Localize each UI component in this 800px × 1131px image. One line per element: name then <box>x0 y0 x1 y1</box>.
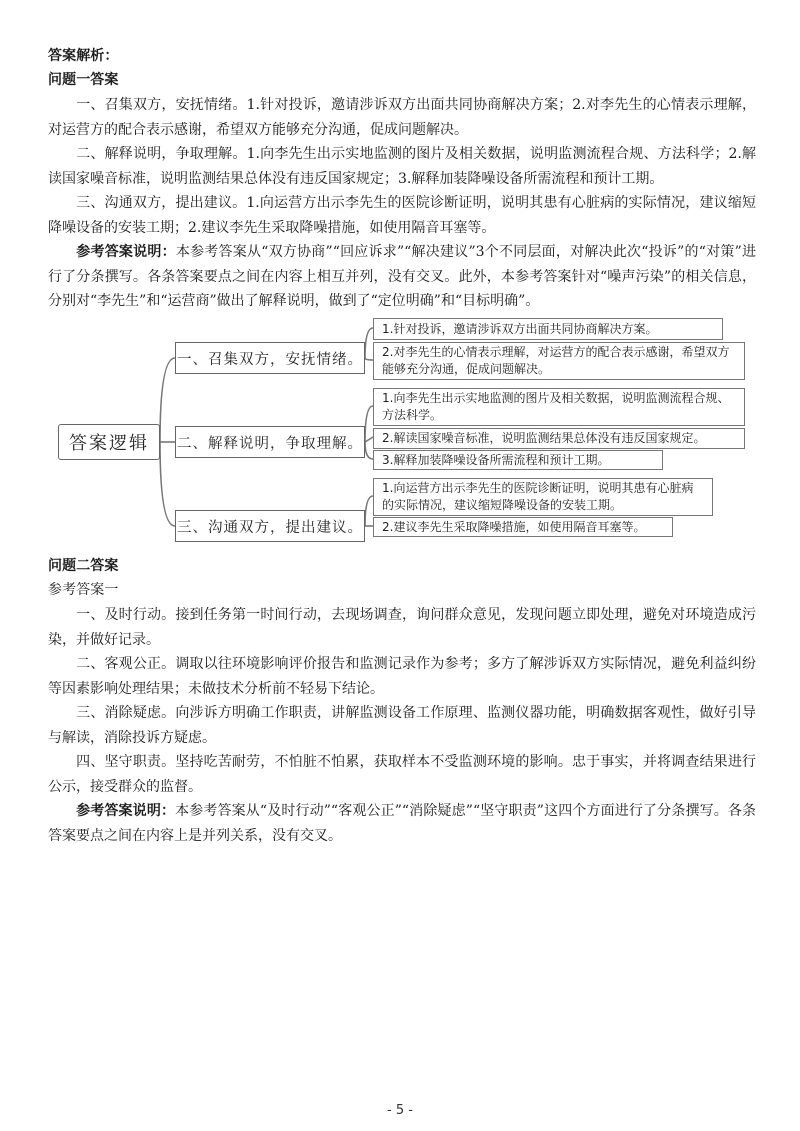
mindmap-leaf-2-3: 3.解释加装降噪设备所需流程和预计工期。 <box>373 450 663 470</box>
q2-subheading: 参考答案一 <box>48 582 119 598</box>
connector-branch-1-leaf-1 <box>365 328 373 358</box>
mindmap-connectors <box>0 0 800 560</box>
mindmap-leaf-2-2: 2.解读国家噪音标准，说明监测结果总体没有违反国家规定。 <box>373 428 745 449</box>
q2-paragraph-4-text: 四、坚守职责。坚持吃苦耐劳，不怕脏不怕累，获取样本不受监测环境的影响。忠于事实，并将调查结果进行公示，接受群众的监督。 <box>48 754 756 795</box>
mindmap-leaf-3-2: 2.建议李先生采取降噪措施，如使用隔音耳塞等。 <box>373 517 673 537</box>
q1-paragraph-3-text: 三、沟通双方，提出建议。1.向运营方出示李先生的医院诊断证明，说明其患有心脏病的实际情况，建议缩短降噪设备的安装工期；2.建议李先生采取降噪措施，如使用隔音耳塞等。 <box>48 195 756 236</box>
q1-paragraph-2-text: 二、解释说明，争取理解。1.向李先生出示实地监测的图片及相关数据，说明监测流程合规、方法科学；2.解读国家噪音标准，说明监测结果总体没有违反国家规定；3.解释加装降噪设备所需流程和预计工期。 <box>48 146 756 187</box>
connector-branch-2-leaf-1 <box>365 406 373 442</box>
q1-note-label: 参考答案说明： <box>76 244 176 260</box>
q2-heading: 问题二答案 <box>48 558 119 574</box>
q2-note-text: 本参考答案从“及时行动”“客观公正”“消除疑虑”“坚守职责”这四个方面进行了分条撰写。各条答案要点之间在内容上是并列关系，没有交叉。 <box>48 803 756 844</box>
q1-heading: 问题一答案 <box>48 72 119 88</box>
q2-paragraph-2-text: 二、客观公正。调取以往环境影响评价报告和监测记录作为参考；多方了解涉诉双方实际情况，避免利益纠纷等因素影响处理结果；未做技术分析前不轻易下结论。 <box>48 656 756 697</box>
connector-root-branch-1 <box>160 358 175 442</box>
connector-branch-2-leaf-3 <box>365 442 373 459</box>
connector-branch-3-leaf-1 <box>365 496 373 526</box>
mindmap-root: 答案逻辑 <box>58 424 160 460</box>
mindmap-leaf-3-1: 1.向运营方出示李先生的医院诊断证明，说明其患有心脏病的实际情况，建议缩短降噪设备的安装工期。 <box>373 478 713 516</box>
connector-branch-1-leaf-2 <box>365 358 373 360</box>
q1-paragraph-1-text: 一、召集双方，安抚情绪。1.针对投诉，邀请涉诉双方出面共同协商解决方案；2.对李先生的心情表示理解，对运营方的配合表示感谢，希望双方能够充分沟通，促成问题解决。 <box>48 97 756 138</box>
q2-paragraph-1 <box>48 603 756 652</box>
q2-paragraph-1-text: 一、及时行动。接到任务第一时间行动，去现场调查，询问群众意见，发现问题立即处理，避免对环境造成污染，并做好记录。 <box>48 607 756 648</box>
q2-paragraph-3 <box>48 701 756 750</box>
section-title: 答案解析： <box>48 48 119 64</box>
q2-note-label: 参考答案说明： <box>76 803 176 819</box>
mindmap-branch-1: 一、召集双方，安抚情绪。 <box>175 342 365 374</box>
mindmap-leaf-1-1: 1.针对投诉，邀请涉诉双方出面共同协商解决方案。 <box>373 318 723 340</box>
mindmap-branch-2: 二、解释说明，争取理解。 <box>175 426 365 458</box>
mindmap-leaf-2-1: 1.向李先生出示实地监测的图片及相关数据，说明监测流程合规、方法科学。 <box>373 388 745 426</box>
page-number: - 5 - <box>387 1103 413 1118</box>
mindmap-branch-3: 三、沟通双方，提出建议。 <box>175 510 365 542</box>
q2-note <box>48 799 756 848</box>
mindmap-leaf-1-2: 2.对李先生的心情表示理解，对运营方的配合表示感谢，希望双方能够充分沟通，促成问题解决。 <box>373 342 745 380</box>
connector-root-branch-3 <box>160 442 175 526</box>
q1-note-text: 本参考答案从“双方协商”“回应诉求”“解决建议”3个不同层面，对解决此次“投诉”的“对策”进行了分条撰写。各条答案要点之间在内容上相互并列，没有交叉。此外，本参考答案针对“噪声污染”的相关信息，分别对“李先生”和“运营商”做出了解释说明，做到了“定位明确”和“目标明确”。 <box>48 244 756 309</box>
q2-paragraph-2 <box>48 652 756 701</box>
connector-branch-2-leaf-2 <box>365 437 373 442</box>
q2-paragraph-4 <box>48 750 756 799</box>
q2-paragraph-3-text: 三、消除疑虑。向涉诉方明确工作职责，讲解监测设备工作原理、监测仪器功能，明确数据客观性，做好引导与解读，消除投诉方疑虑。 <box>48 705 756 746</box>
